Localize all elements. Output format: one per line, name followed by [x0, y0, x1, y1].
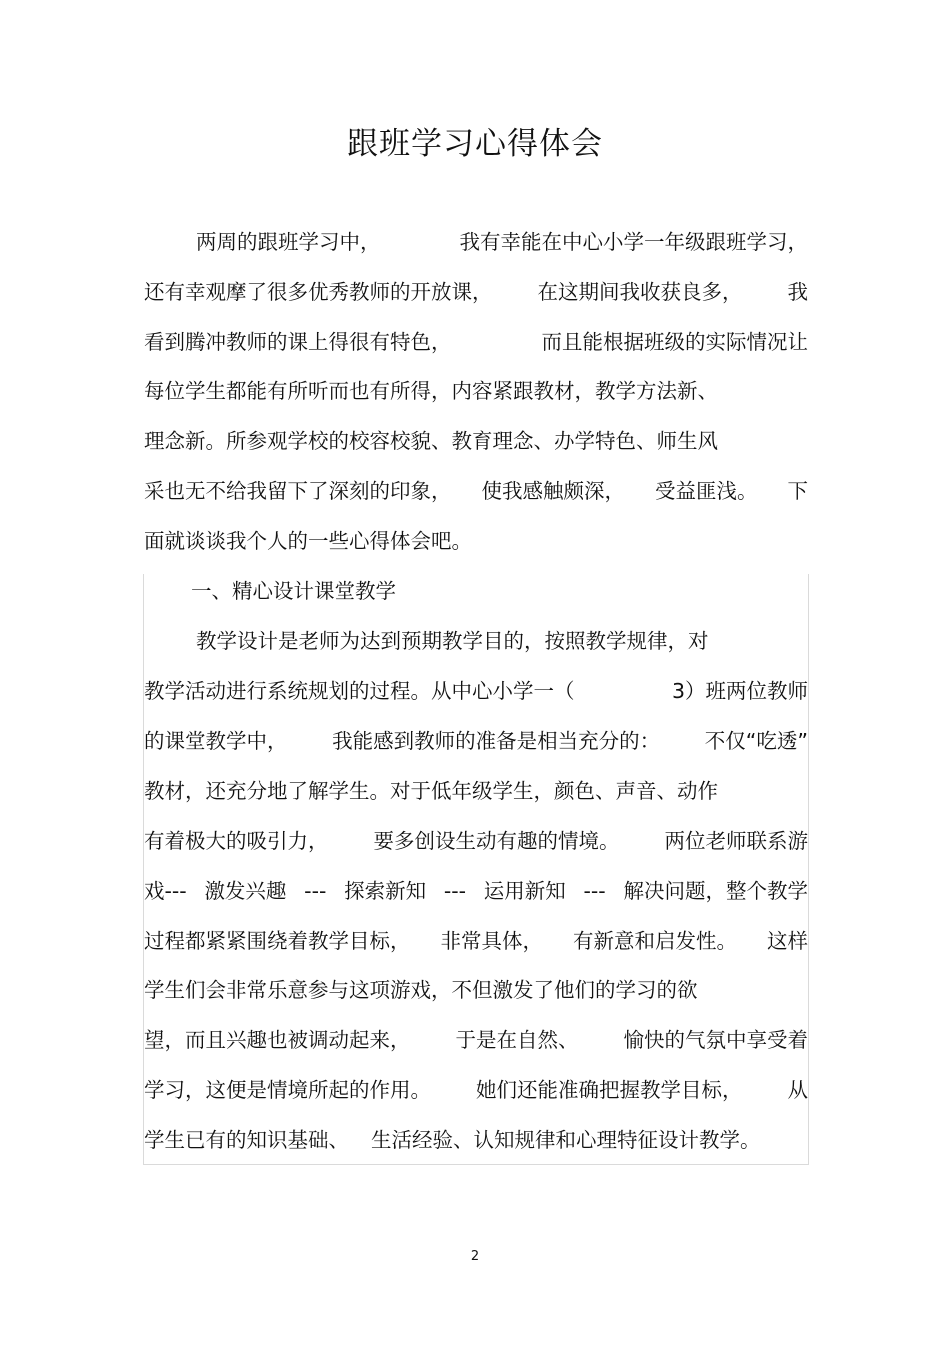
text-segment: 教学设计是老师为达到预期教学目的，按照教学规律，对 — [196, 629, 709, 653]
page-number: 2 — [470, 1249, 480, 1264]
text-segment: 望，而且兴趣也被调动起来， — [144, 1028, 411, 1052]
text-segment: 解决问题，整个教学 — [623, 879, 808, 903]
text-segment: 理念新。所参观学校的校容校貌、教育理念、办学特色、师生风 — [144, 429, 718, 453]
text-line — [144, 676, 808, 706]
text-segment: 还有幸观摩了很多优秀教师的开放课， — [144, 280, 493, 304]
text-segment: 学生们会非常乐意参与这项游戏，不但激发了他们的学习的欲 — [144, 978, 698, 1002]
text-line — [144, 726, 808, 756]
text-segment: 非常具体， — [440, 929, 543, 953]
text-line — [144, 376, 808, 406]
text-segment: 看到腾冲教师的课上得很有特色， — [144, 330, 452, 354]
text-line — [144, 1025, 808, 1055]
text-segment: 采也无不给我留下了深刻的印象， — [144, 479, 452, 503]
text-segment: 受益匪浅。 — [655, 479, 758, 503]
text-segment: 有新意和启发性。 — [573, 929, 737, 953]
text-line — [144, 526, 808, 556]
text-line — [144, 975, 808, 1005]
text-segment: 面就谈谈我个人的一些心得体会吧。 — [144, 529, 472, 553]
text-segment: 探索新知 — [344, 879, 427, 903]
text-segment: 使我感触颇深， — [481, 479, 625, 503]
text-segment: 生活经验、认知规律和心理特征设计教学。 — [371, 1128, 761, 1152]
text-line — [144, 876, 808, 906]
text-line — [196, 626, 808, 656]
text-line — [144, 926, 808, 956]
text-segment: 不仅“吃透” — [704, 729, 808, 753]
section-heading: 一、精心设计课堂教学 — [191, 579, 396, 603]
text-segment: 的课堂教学中， — [144, 729, 288, 753]
text-segment: 我能感到教师的准备是相当充分的： — [332, 729, 661, 753]
text-segment: --- — [443, 879, 467, 903]
text-segment: --- — [583, 879, 606, 903]
text-line — [144, 277, 808, 307]
text-line — [144, 826, 808, 856]
text-segment: 下 — [787, 479, 808, 503]
text-line — [144, 1125, 808, 1155]
text-line — [144, 1075, 808, 1105]
text-segment: 两周的跟班学习中， — [196, 230, 381, 254]
text-line — [144, 426, 808, 456]
text-segment: 激发兴趣 — [204, 879, 287, 903]
text-line — [196, 227, 808, 257]
text-segment: 3）班两位教师 — [671, 679, 808, 703]
text-line — [144, 776, 808, 806]
text-segment: 愉快的气氛中享受着 — [623, 1028, 808, 1052]
text-line — [144, 476, 808, 506]
text-segment: 学习，这便是情境所起的作用。 — [144, 1078, 431, 1102]
text-segment: 教学活动进行系统规划的过程。从中心小学一（ — [144, 679, 575, 703]
text-segment: 我有幸能在中心小学一年级跟班学习， — [459, 230, 808, 254]
text-segment: 从 — [787, 1078, 808, 1102]
text-segment: 在这期间我收获良多， — [537, 280, 743, 304]
text-segment: 而且能根据班级的实际情况让 — [541, 330, 808, 354]
text-segment: 学生已有的知识基础、 — [144, 1128, 349, 1152]
text-segment: 她们还能准确把握教学目标， — [476, 1078, 743, 1102]
text-segment: 这样 — [767, 929, 808, 953]
text-segment: 每位学生都能有所听而也有所得，内容紧跟教材，教学方法新、 — [144, 379, 718, 403]
page-title: 跟班学习心得体会 — [347, 126, 603, 162]
text-segment: 两位老师联系游 — [664, 829, 808, 853]
text-segment: 要多创设生动有趣的情境。 — [373, 829, 620, 853]
text-segment: 过程都紧紧围绕着教学目标， — [144, 929, 411, 953]
text-segment: 教材，还充分地了解学生。对于低年级学生，颜色、声音、动作 — [144, 779, 718, 803]
text-segment: 我 — [787, 280, 808, 304]
text-segment: --- — [304, 879, 327, 903]
text-segment: 戏--- — [144, 879, 187, 903]
text-segment: 运用新知 — [483, 879, 566, 903]
text-segment: 有着极大的吸引力， — [144, 829, 329, 853]
text-line — [144, 327, 808, 357]
text-segment: 于是在自然、 — [455, 1028, 579, 1052]
